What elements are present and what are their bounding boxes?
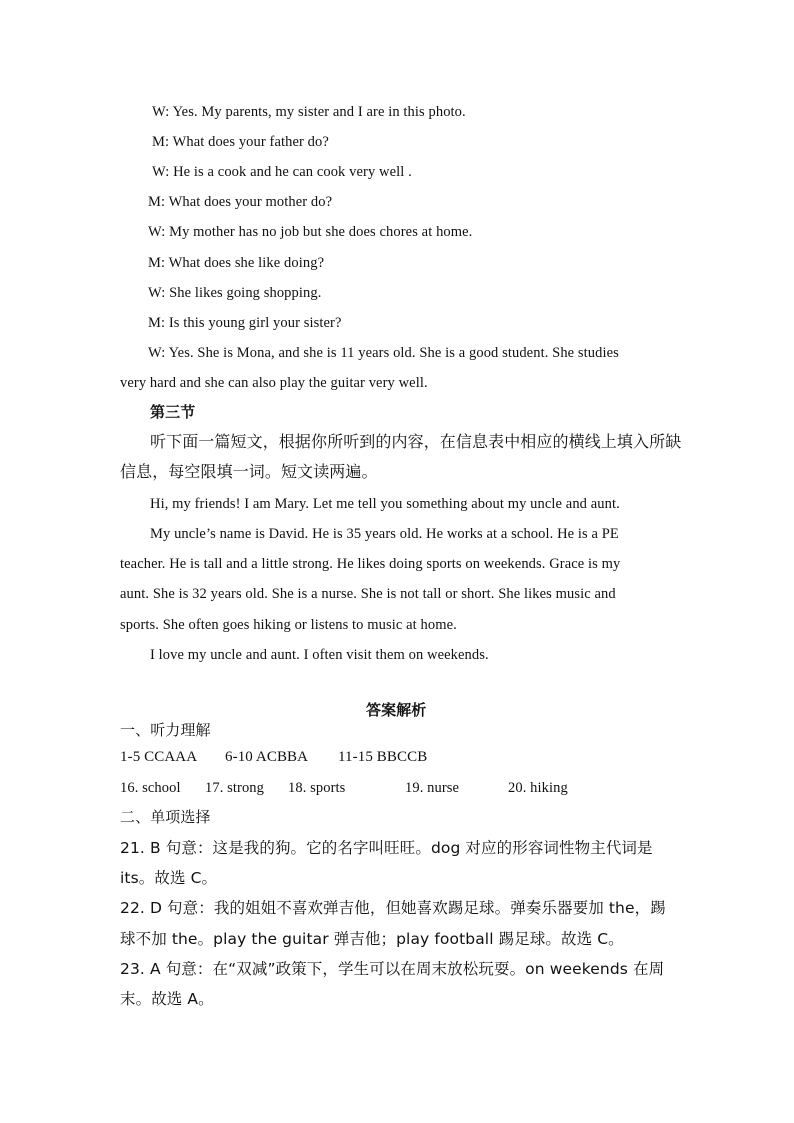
dialogue-line: W: Yes. My parents, my sister and I are in this photo.	[152, 104, 466, 120]
explanation-line: 21. B 句意：这是我的狗。它的名字叫旺旺。dog 对应的形容词性物主代词是	[120, 839, 653, 857]
answer-item: 16. school	[120, 780, 181, 796]
answer-item: 17. strong	[205, 780, 264, 796]
passage-line: I love my uncle and aunt. I often visit them on weekends.	[150, 647, 489, 663]
section-instruction: 信息，每空限填一词。短文读两遍。	[120, 462, 378, 481]
explanation-line: 球不加 the。play the guitar 弹吉他；play football 踢足球。故选 C。	[120, 930, 624, 948]
dialogue-line: W: My mother has no job but she does chores at home.	[148, 224, 473, 240]
answer-group: 1-5 CCAAA	[120, 749, 198, 765]
dialogue-line: M: What does your mother do?	[148, 194, 333, 210]
dialogue-line: M: What does your father do?	[152, 134, 329, 150]
explanation-line: 22. D 句意：我的姐姐不喜欢弹吉他，但她喜欢踢足球。弹奏乐器要加 the，踢	[120, 899, 666, 917]
passage-line: My uncle’s name is David. He is 35 years old. He works at a school. He is a PE	[150, 526, 619, 542]
dialogue-line: W: He is a cook and he can cook very well .	[152, 164, 412, 180]
dialogue-line: W: Yes. She is Mona, and she is 11 years old. She is a good student. She studies	[148, 345, 619, 361]
passage-line: aunt. She is 32 years old. She is a nurse. She is not tall or short. She likes music and	[120, 586, 616, 602]
answers-title: 答案解析	[366, 701, 427, 719]
explanation-line: its。故选 C。	[120, 869, 218, 887]
section-instruction: 听下面一篇短文，根据你所听到的内容，在信息表中相应的横线上填入所缺	[150, 432, 682, 451]
answer-item: 19. nurse	[405, 780, 460, 796]
passage-line: teacher. He is tall and a little strong. He likes doing sports on weekends. Grace is my	[120, 556, 621, 572]
part-heading: 二、单项选择	[120, 808, 211, 826]
dialogue-line: W: She likes going shopping.	[148, 285, 322, 301]
answer-item: 20. hiking	[508, 780, 568, 796]
answer-group: 6-10 ACBBA	[225, 749, 309, 765]
explanation-line: 末。故选 A。	[120, 990, 214, 1008]
passage-line: sports. She often goes hiking or listens to music at home.	[120, 617, 457, 633]
passage-line: Hi, my friends! I am Mary. Let me tell you something about my uncle and aunt.	[150, 496, 620, 512]
answer-group: 11-15 BBCCB	[338, 749, 428, 765]
part-heading: 一、听力理解	[120, 721, 211, 739]
dialogue-line: M: Is this young girl your sister?	[148, 315, 342, 331]
answer-item: 18. sports	[288, 780, 346, 796]
section-heading: 第三节	[150, 403, 196, 421]
dialogue-line: M: What does she like doing?	[148, 255, 325, 271]
explanation-line: 23. A 句意：在“双减”政策下，学生可以在周末放松玩耍。on weekends 在周	[120, 960, 665, 978]
dialogue-line: very hard and she can also play the guitar very well.	[120, 375, 428, 391]
